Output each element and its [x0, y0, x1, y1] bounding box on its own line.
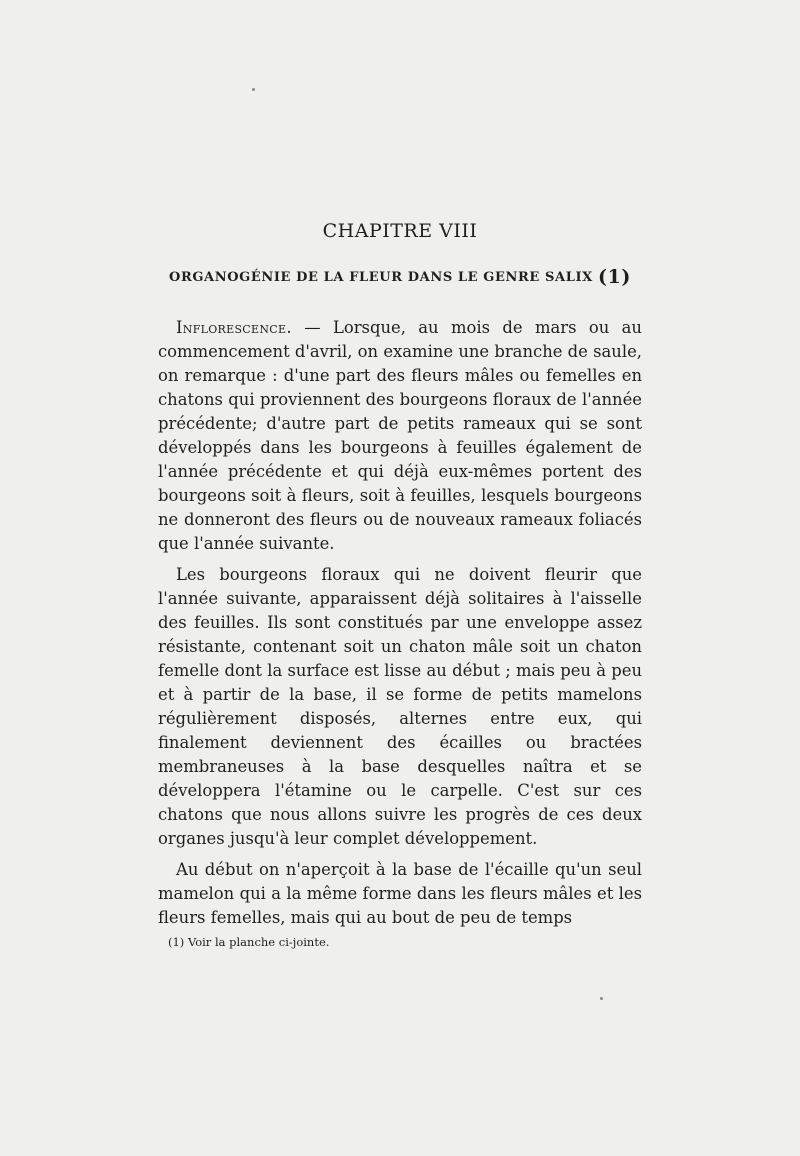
- chapter-subtitle: [0, 266, 800, 288]
- paper-speck: [600, 997, 603, 1000]
- paragraph-inflorescence: [158, 316, 642, 556]
- paragraph-text: — Lorsque, au mois de mars ou au commencement d'avril, on examine une branche de saule, on remarque : d'une part des fleurs mâles ou femelles en chatons qui proviennent des bourgeons floraux de l'année précédente; d'autre part de petits rameaux qui se sont développés dans les bourgeons à feuilles également de l'année précédente et qui déjà eux-mêmes portent des bourgeons soit à fleurs, soit à feuilles, lesquels bourgeons ne donneront des fleurs ou de nouveaux rameaux foliacés que l'année suivante.: [158, 318, 642, 553]
- footnote-reference: (1): [597, 266, 631, 288]
- chapter-title: CHAPITRE VIII: [322, 220, 478, 242]
- footnote: (1) Voir la planche ci-jointe.: [168, 935, 330, 949]
- paragraph-bourgeons: Les bourgeons floraux qui ne doivent fleurir que l'année suivante, apparaissent déjà solitaires à l'aisselle des feuilles. Ils sont constitués par une enveloppe assez résistante, contenant soit un chaton mâle soit un chaton femelle dont la surface est lisse au début ; mais peu à peu et à partir de la base, il se forme de petits mamelons régulièrement disposés, alternes entre eux, qui finalement deviennent des écailles ou bractées membraneuses à la base desquelles naîtra et se développera l'étamine ou le carpelle. C'est sur ces chatons que nous allons suivre les progrès de ces deux organes jusqu'à leur complet développement.: [158, 565, 642, 848]
- subtitle-text: ORGANOGÉNIE DE LA FLEUR DANS LE GENRE SALIX: [169, 270, 593, 285]
- paragraph-lead: Inflorescence.: [176, 318, 292, 337]
- paper-speck: [252, 88, 255, 91]
- paragraph-debut: Au début on n'aperçoit à la base de l'écaille qu'un seul mamelon qui a la même forme dans les fleurs mâles et les fleurs femelles, mais qui au bout de peu de temps: [158, 860, 642, 927]
- body-text: [158, 316, 642, 930]
